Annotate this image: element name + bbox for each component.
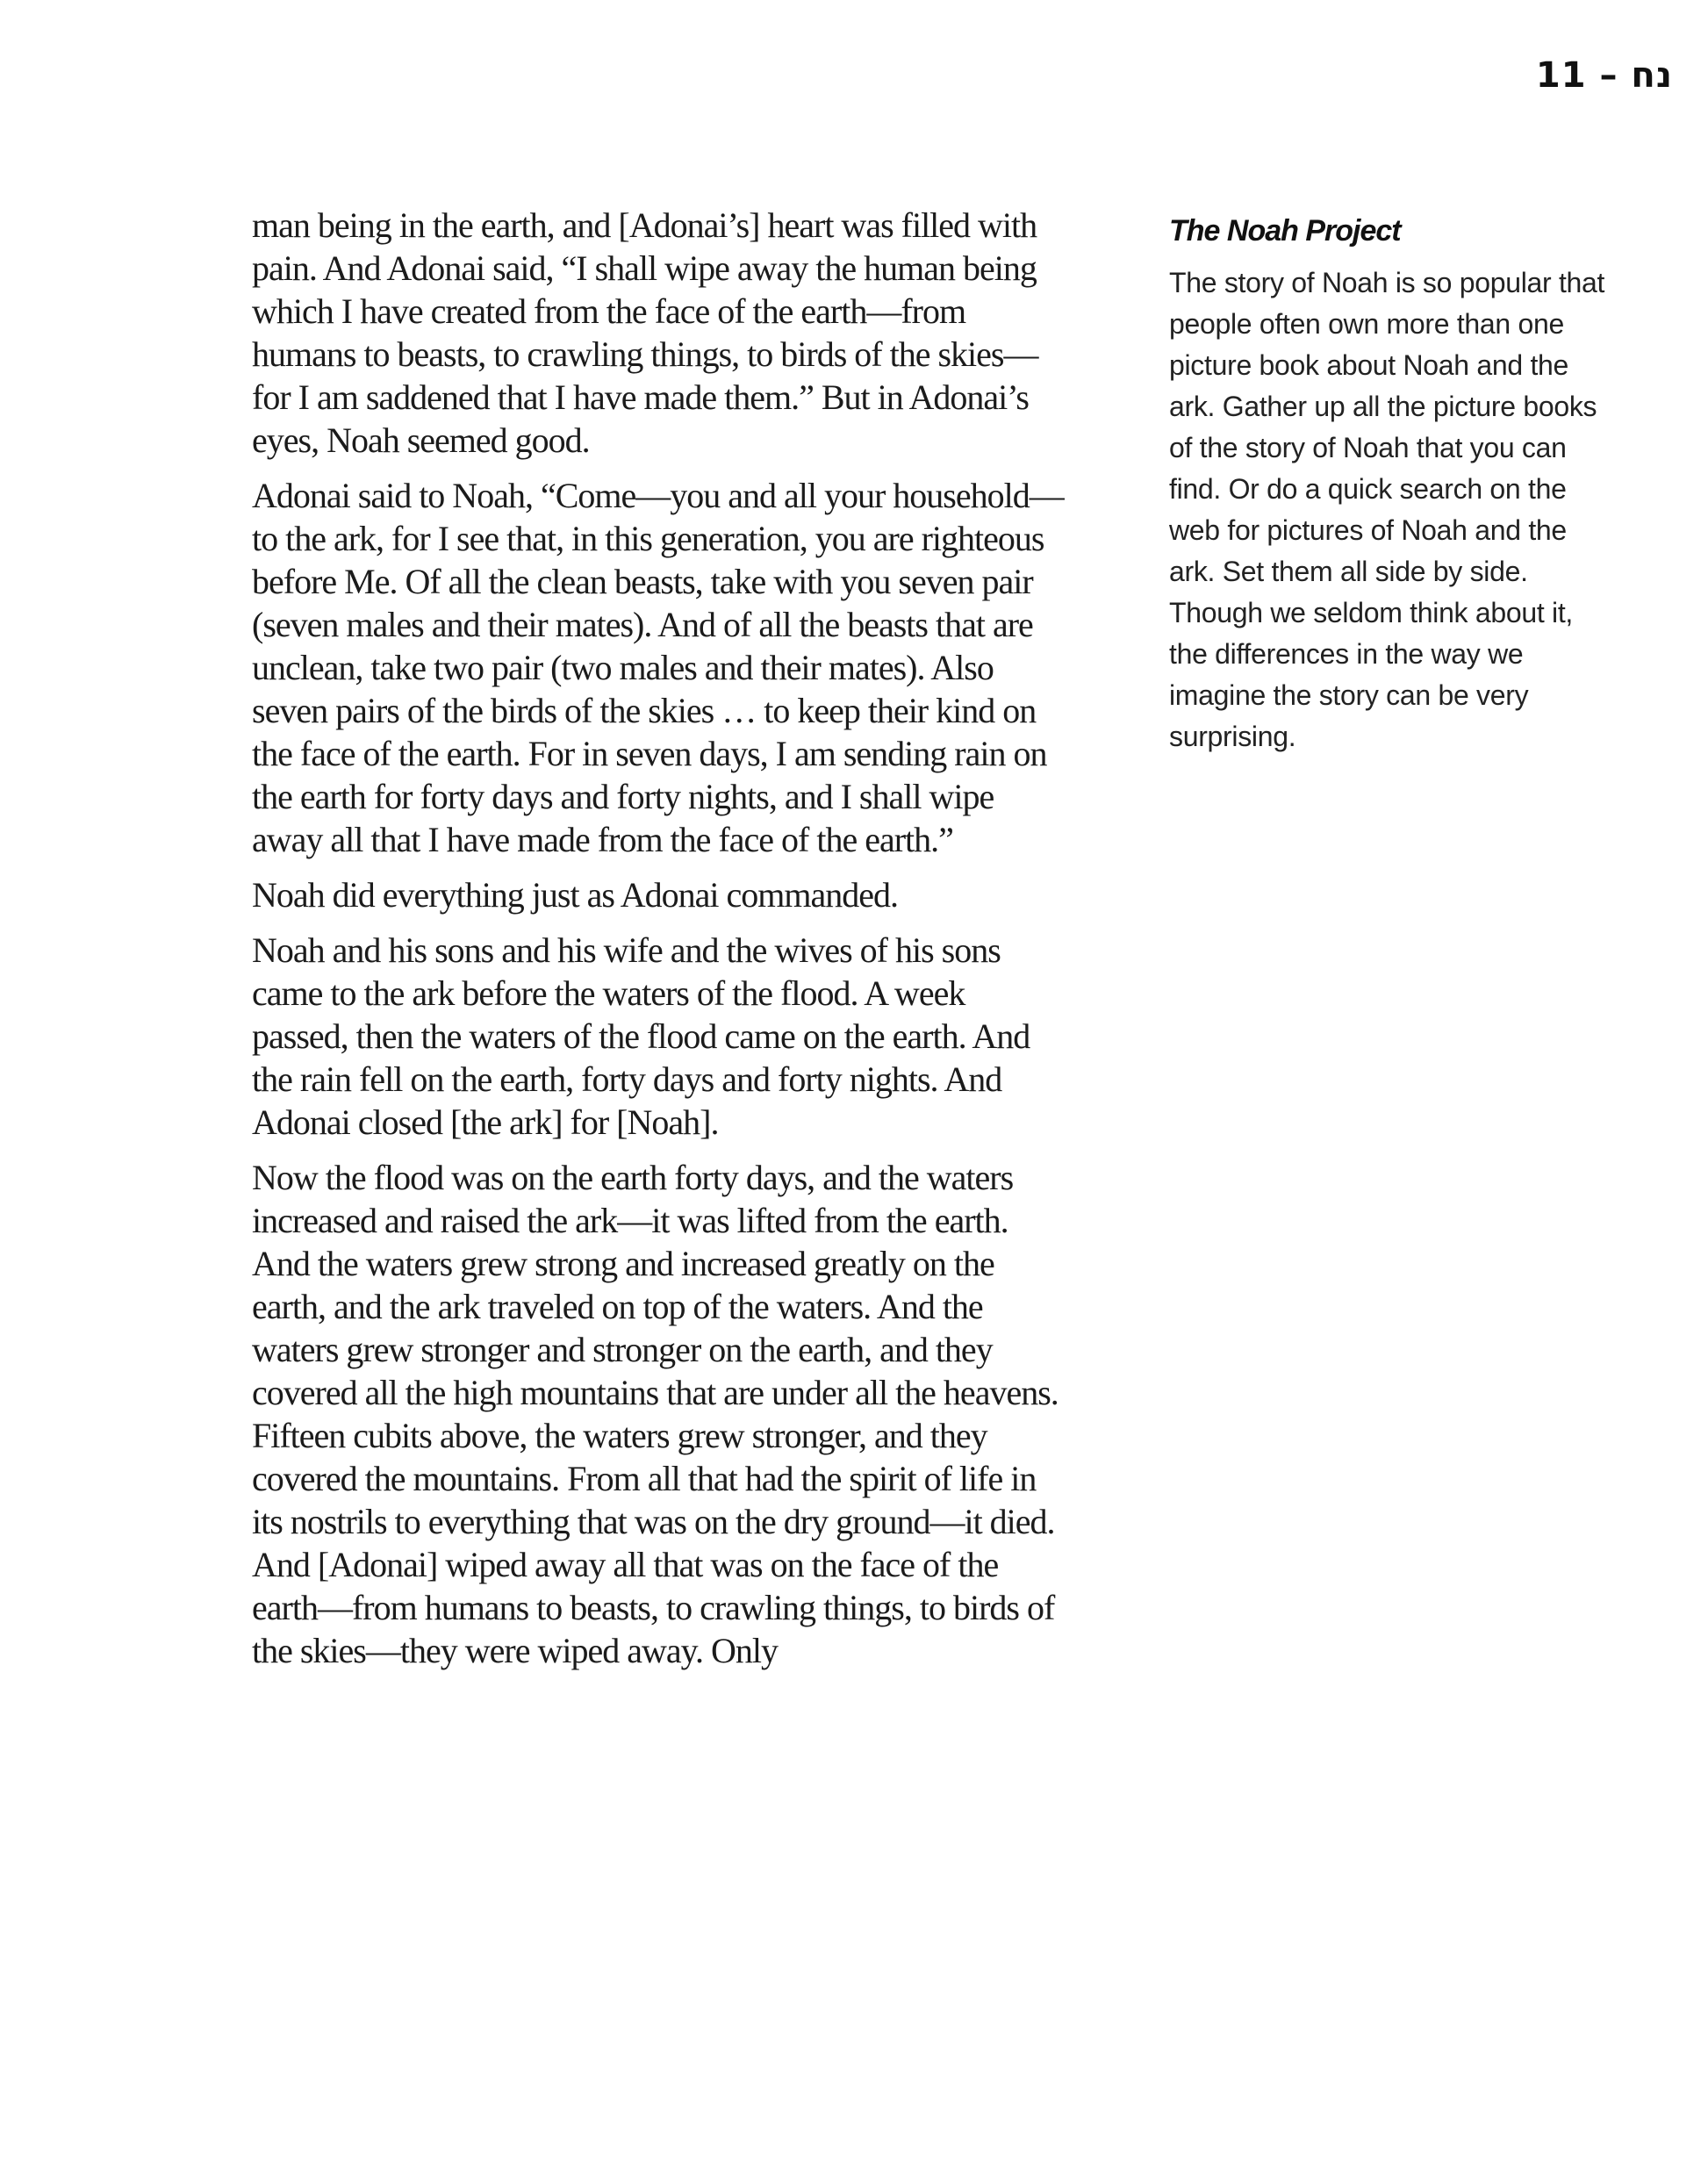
article-paragraph: man being in the earth, and [Adonai’s] heart was filled with pain. And Adonai said, “I shall wipe away the human being which I have created from the face of the earth—from humans to beasts, to crawling things, to birds of the skies—for I am saddened that I have made them.” But in Adonai’s eyes, Noah seemed good. (252, 205, 1038, 460)
article-paragraph: Noah did everything just as Adonai commanded. (252, 875, 898, 915)
article-paragraph: Noah and his sons and his wife and the wives of his sons came to the ark before the waters of the flood. A week passed, then the waters of the flood came on the earth. And the rain fell on the earth, forty days and forty nights. And Adonai closed [the ark] for [Noah]. (252, 930, 1030, 1142)
torah-text-column (252, 204, 1066, 1684)
article-paragraph: Adonai said to Noah, “Come—you and all your household—to the ark, for I see that, in this generation, you are righteous before Me. Of all the clean beasts, take with you seven pair (seven males and their mates). And of all the beasts that are unclean, take two pair (two males and their mates). Also seven pairs of the birds of the skies … to keep their kind on the face of the earth. For in seven days, I am sending rain on the earth for forty days and forty nights, and I shall wipe away all that I have made from the face of the earth.” (252, 476, 1064, 859)
page-header (1536, 56, 1673, 95)
page-number-hebrew: נח – 11 (1535, 55, 1673, 96)
sidebar-title: The Noah Project (1169, 214, 1401, 248)
sidebar-body: The story of Noah is so popular that people often own more than one picture book about Noah and the ark. Gather up all the picture books of the story of Noah that you can find. Or do a quick search on the web for pictures of Noah and the ark. Set them all side by side. Though we seldom think about it, the differences in the way we imagine the story can be very surprising. (1169, 267, 1605, 752)
article-paragraph: Now the flood was on the earth forty days, and the waters increased and raised the ark—it was lifted from the earth. And the waters grew strong and increased greatly on the earth, and the ark traveled on top of the waters. And the waters grew stronger and stronger on the earth, and they covered all the high mountains that are under all the heavens. Fifteen cubits above, the waters grew stronger, and they covered the mountains. From all that had the spirit of life in its nostrils to everything that was on the dry ground—it died. And [Adonai] wiped away all that was on the face of the earth—from humans to beasts, to crawling things, to birds of the skies—they were wiped away. Only (252, 1158, 1059, 1670)
noah-project-sidebar (1169, 213, 1612, 757)
